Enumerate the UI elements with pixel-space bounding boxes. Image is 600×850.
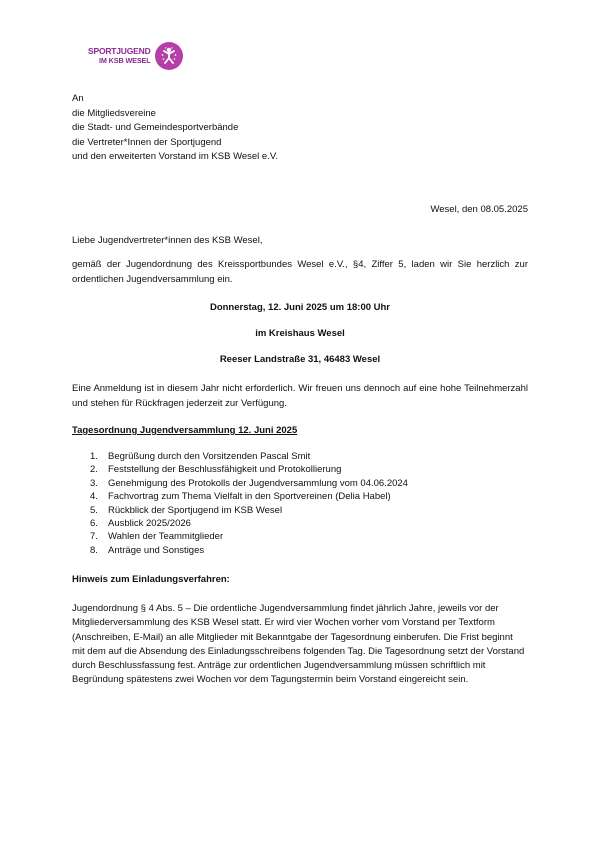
agenda-item-text: Rückblick der Sportjugend im KSB Wesel xyxy=(108,504,283,516)
agenda-item xyxy=(90,477,510,490)
registration-note: Eine Anmeldung ist in diesem Jahr nicht erforderlich. Wir freuen uns dennoch auf eine hohe Teilnehmerzahl und stehen für Rückfragen jederzeit zur Verfügung. xyxy=(72,383,528,409)
agenda-item-number: 8. xyxy=(90,544,98,556)
agenda-item-number: 2. xyxy=(90,464,98,476)
agenda-item-number: 3. xyxy=(90,477,98,489)
agenda-item-text: Anträge und Sonstiges xyxy=(108,544,205,556)
agenda-item-text: Ausblick 2025/2026 xyxy=(108,518,191,530)
agenda-item-number: 7. xyxy=(90,531,98,543)
agenda-item-text: Wahlen der Teammitglieder xyxy=(108,531,224,543)
agenda-item-number: 5. xyxy=(90,504,98,516)
agenda-item xyxy=(90,463,510,476)
agenda-item-text: Begrüßung durch den Vorsitzenden Pascal Smit xyxy=(108,451,311,462)
recipient-address xyxy=(72,92,528,165)
agenda-item-number: 4. xyxy=(90,491,98,503)
invitation-procedure-title: Hinweis zum Einladungsverfahren: xyxy=(72,574,230,585)
address-line: die Stadt- und Gemeindesportverbände xyxy=(72,122,239,133)
agenda-item xyxy=(90,517,510,530)
address-line: die Mitgliedsvereine xyxy=(72,107,156,119)
logo-line-2: IM KSB WESEL xyxy=(99,56,151,65)
jumping-figure-icon xyxy=(155,42,183,70)
logo-line-1: SPORTJUGEND xyxy=(88,46,151,56)
agenda-item xyxy=(90,450,510,463)
salutation: Liebe Jugendvertreter*innen des KSB Wesel, xyxy=(72,235,263,246)
sportjugend-logo xyxy=(88,40,183,72)
event-address: Reeser Landstraße 31, 46483 Wesel xyxy=(219,354,381,365)
agenda-item xyxy=(90,544,510,557)
agenda-item xyxy=(90,530,510,543)
agenda-item-text: Genehmigung des Protokolls der Jugendversammlung vom 04.06.2024 xyxy=(108,477,408,489)
agenda-item xyxy=(90,504,510,517)
address-line: An xyxy=(72,93,84,104)
agenda-item xyxy=(90,490,510,503)
agenda-list xyxy=(90,450,510,557)
logo-text xyxy=(88,46,151,66)
agenda-title: Tagesordnung Jugendversammlung 12. Juni 2025 xyxy=(72,425,298,436)
letter-date: Wesel, den 08.05.2025 xyxy=(430,204,528,215)
agenda-item-number: 6. xyxy=(90,518,98,530)
agenda-item-text: Fachvortrag zum Thema Vielfalt in den Sportvereinen (Delia Habel) xyxy=(108,491,391,503)
event-date-time: Donnerstag, 12. Juni 2025 um 18:00 Uhr xyxy=(209,302,391,313)
agenda-item-text: Feststellung der Beschlussfähigkeit und Protokollierung xyxy=(108,464,342,476)
intro-paragraph: gemäß der Jugendordnung des Kreissportbundes Wesel e.V., §4, Ziffer 5, laden wir Sie herzlich zur ordentlichen Jugendversammlung ein. xyxy=(72,259,528,285)
event-venue: im Kreishaus Wesel xyxy=(255,328,345,339)
address-line: und den erweiterten Vorstand im KSB Wesel e.V. xyxy=(72,151,278,162)
invitation-procedure-text: Jugendordnung § 4 Abs. 5 – Die ordentliche Jugendversammlung findet jährlich Jahre, jeweils vor der Mitgliederversammlung des KSB Wesel statt. Er wird vier Wochen vorher vom Vorstand per Textform (Anschreiben, E-Mail) an alle Mitglieder mit Bekanntgabe der Tagesordnung einberufen. Die Frist beginnt mit dem auf die Absendung des Einladungsschreibens folgenden Tag. Die Tagesordnung setzt der Vorstand durch Beschlussfassung fest. Anträge zur ordentlichen Jugendversammlung müssen schriftlich mit Begründung spätestens zwei Wochen vor dem Tagungstermin beim Vorstand eingereicht sein. xyxy=(72,603,525,686)
address-line: die Vertreter*Innen der Sportjugend xyxy=(72,136,222,148)
agenda-item-number: 1. xyxy=(90,451,98,462)
